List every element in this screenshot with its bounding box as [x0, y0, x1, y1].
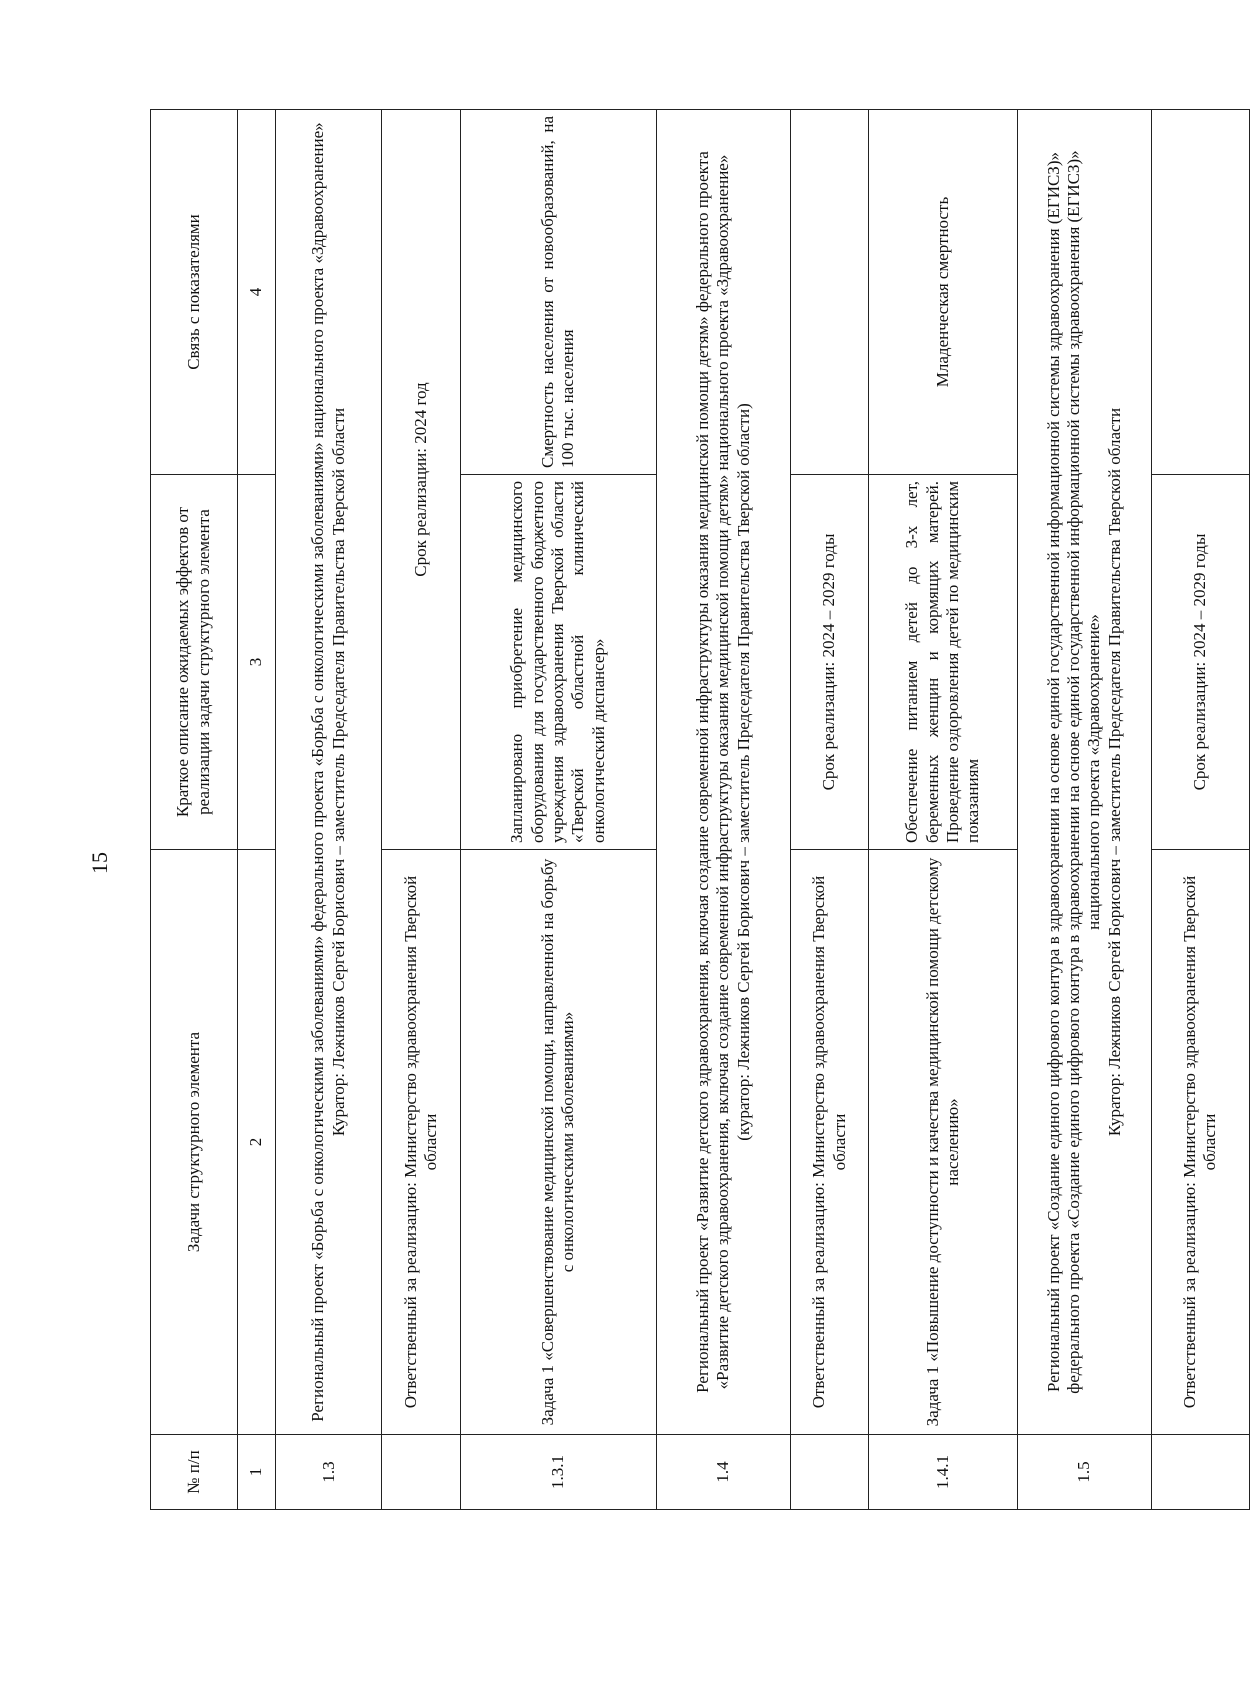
project-curator: Куратор: Лежников Сергей Борисович – заместитель Председателя Правительства Тверской области [1104, 407, 1124, 1137]
col-number: 4 [237, 110, 275, 475]
empty-cell [1151, 110, 1249, 475]
row-num: 1.3 [276, 1435, 382, 1510]
page-number: 15 [87, 852, 112, 874]
empty-cell [1151, 1435, 1249, 1510]
task-cell: Задача 1 «Повышение доступности и качества медицинской помощи детскому населению» [869, 850, 1017, 1435]
column-number-row [237, 110, 275, 1510]
col-number: 1 [237, 1435, 275, 1510]
term-cell: Срок реализации: 2024 – 2029 годы [790, 475, 868, 850]
project-section [276, 110, 382, 1435]
table-row [382, 110, 460, 1510]
header-link: Связь с показателями [151, 110, 238, 475]
row-num: 1.3.1 [460, 1435, 656, 1510]
row-num: 1.4.1 [869, 1435, 1017, 1510]
project-title: Региональный проект «Создание единого цифрового контура в здравоохранении на основе единой государственной информационной системы здравоохранения (ЕГИСЗ)» федерального проекта «Создание единого цифрового контура в здравоохранении на основе единой государственной информационной системы здравоохранения (ЕГИСЗ)» национального проекта «Здравоохранение» [1043, 150, 1104, 1394]
project-title: Региональный проект «Борьба с онкологическими заболеваниями» федерального проекта «Борьба с онкологическими заболеваниями» национального проекта «Здравоохранение» [308, 122, 328, 1422]
project-curator: (куратор: Лежников Сергей Борисович – заместитель Председателя Правительства Тверской области) [733, 403, 753, 1141]
header-tasks: Задачи структурного элемента [151, 850, 238, 1435]
table-row [656, 110, 790, 1510]
term-cell: Срок реализации: 2024 – 2029 годы [1151, 475, 1249, 850]
project-section [1017, 110, 1151, 1435]
rotated-table-wrapper [150, 110, 1250, 1510]
task-cell: Задача 1 «Совершенствование медицинской помощи, направленной на борьбу с онкологическими заболеваниями» [460, 850, 656, 1435]
table-row [460, 110, 656, 1510]
col-number: 2 [237, 850, 275, 1435]
table-row [790, 110, 868, 1510]
term-cell: Срок реализации: 2024 год [382, 110, 460, 850]
table-header-row [151, 110, 238, 1510]
col-number: 3 [237, 475, 275, 850]
row-num: 1.4 [656, 1435, 790, 1510]
effect-cell: Запланировано приобретение медицинского оборудования для государственного бюджетного учреждения здравоохранения Тверской области «Тверской областной клинический онкологический диспансер» [460, 475, 656, 850]
project-section [656, 110, 790, 1435]
project-curator: Куратор: Лежников Сергей Борисович – заместитель Председателя Правительства Тверской области [328, 407, 348, 1137]
header-num: № п/п [151, 1435, 238, 1510]
empty-cell [790, 1435, 868, 1510]
effect-cell: Обеспечение питанием детей до 3-х лет, беременных женщин и кормящих матерей. Проведение оздоровления детей по медицинским показаниям [869, 475, 1017, 850]
row-num: 1.5 [1017, 1435, 1151, 1510]
responsible-cell: Ответственный за реализацию: Министерство здравоохранения Тверской области [1151, 850, 1249, 1435]
responsible-cell: Ответственный за реализацию: Министерство здравоохранения Тверской области [790, 850, 868, 1435]
empty-cell [382, 1435, 460, 1510]
table-row [276, 110, 382, 1510]
table-row [869, 110, 1017, 1510]
header-effects: Краткое описание ожидаемых эффектов от реализации задачи структурного элемента [151, 475, 238, 850]
table-row [1151, 110, 1249, 1510]
responsible-cell: Ответственный за реализацию: Министерство здравоохранения Тверской области [382, 850, 460, 1435]
link-cell: Младенческая смертность [869, 110, 1017, 475]
empty-cell [790, 110, 868, 475]
link-cell: Смертность населения от новообразований, на 100 тыс. населения [460, 110, 656, 475]
table-row [1017, 110, 1151, 1510]
project-title: Региональный проект «Развитие детского здравоохранения, включая создание современной инфраструктуры оказания медицинской помощи детям» федерального проекта «Развитие детского здравоохранения, включая создание современной инфраструктуры оказания медицинской помощи детям» национального проекта «Здравоохранение» [692, 151, 733, 1393]
structural-element-tasks-table [150, 109, 1250, 1510]
